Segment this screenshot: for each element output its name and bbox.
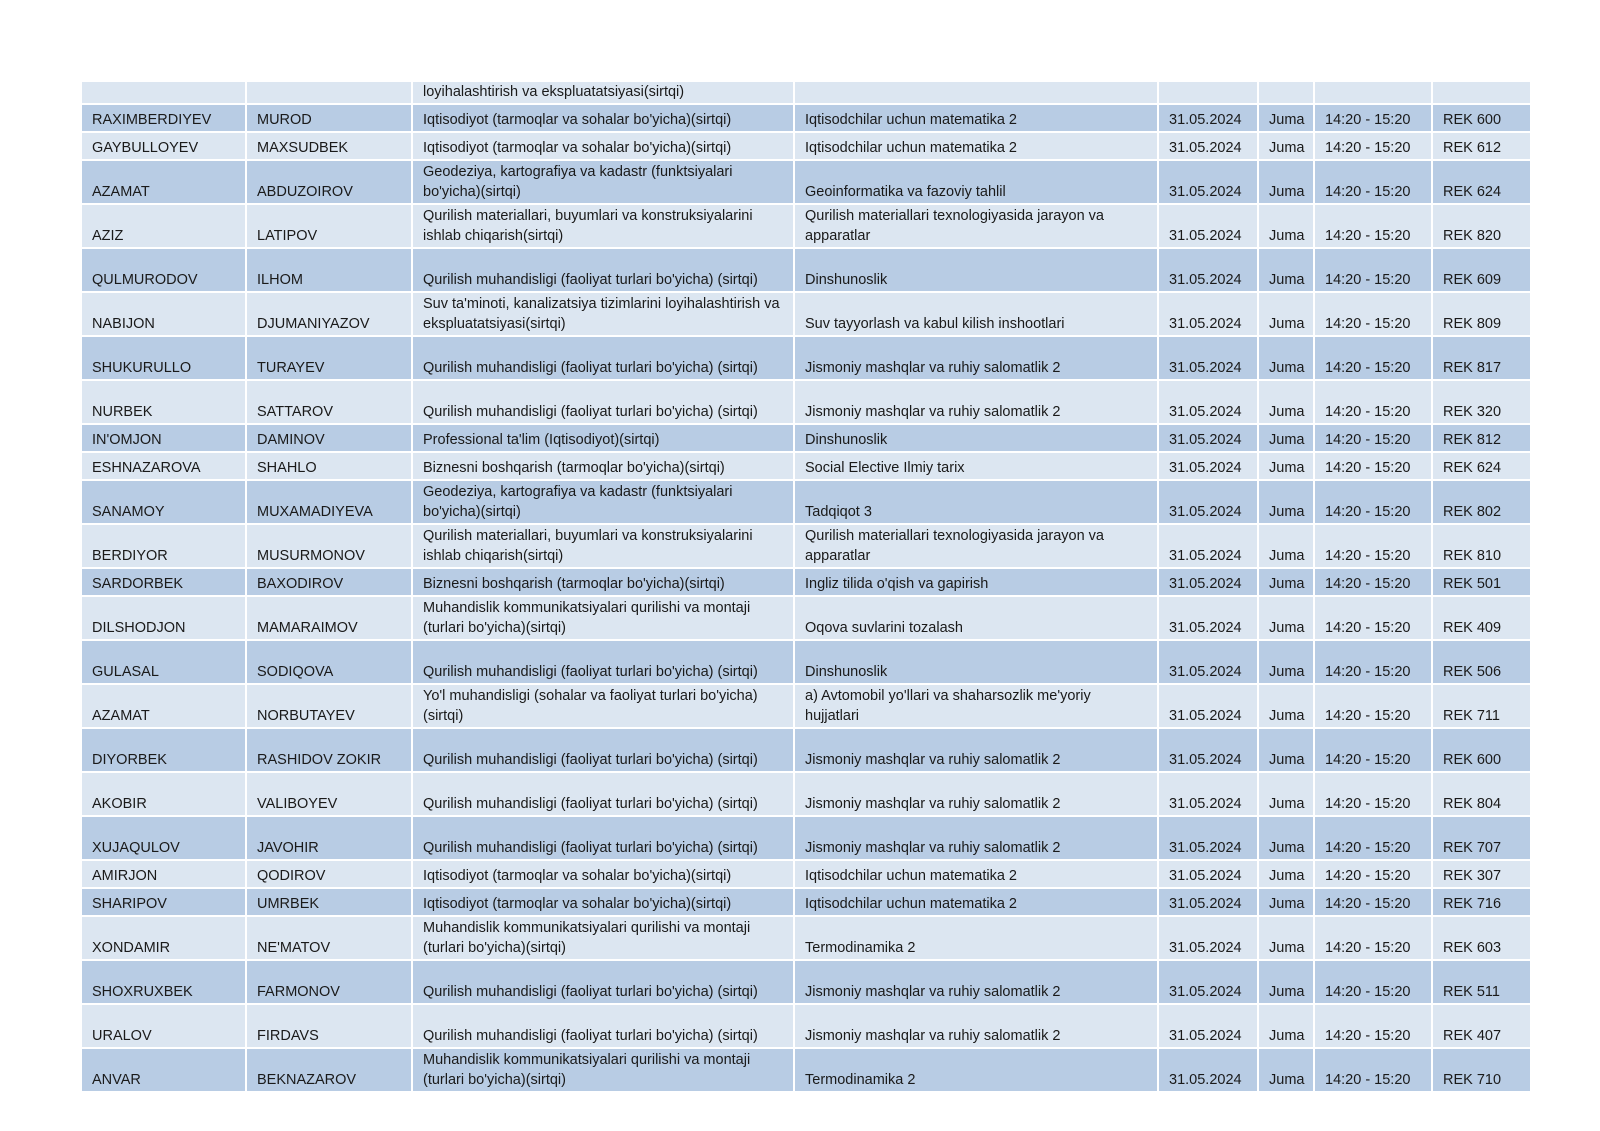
cell-room: REK 407 bbox=[1432, 1004, 1530, 1048]
cell-date: 31.05.2024 bbox=[1158, 728, 1258, 772]
cell-first-name: MUXAMADIYEVA bbox=[246, 480, 412, 524]
cell-room: REK 501 bbox=[1432, 568, 1530, 596]
table-row bbox=[82, 424, 1530, 452]
table-row bbox=[82, 132, 1530, 160]
cell-last-name: SHOXRUXBEK bbox=[82, 960, 246, 1004]
cell-subject: Jismoniy mashqlar va ruhiy salomatlik 2 bbox=[794, 816, 1158, 860]
cell-time: 14:20 - 15:20 bbox=[1314, 860, 1432, 888]
cell-date: 31.05.2024 bbox=[1158, 888, 1258, 916]
cell-time: 14:20 - 15:20 bbox=[1314, 380, 1432, 424]
cell-day: Juma bbox=[1258, 424, 1314, 452]
cell-time: 14:20 - 15:20 bbox=[1314, 480, 1432, 524]
cell-last-name: AZAMAT bbox=[82, 684, 246, 728]
cell-first-name: MUSURMONOV bbox=[246, 524, 412, 568]
cell-first-name: FARMONOV bbox=[246, 960, 412, 1004]
table-row bbox=[82, 248, 1530, 292]
cell-program: Muhandislik kommunikatsiyalari qurilishi va montaji (turlari bo'yicha)(sirtqi) bbox=[412, 1048, 794, 1092]
cell-room: REK 600 bbox=[1432, 728, 1530, 772]
cell-time: 14:20 - 15:20 bbox=[1314, 916, 1432, 960]
cell-day: Juma bbox=[1258, 160, 1314, 204]
cell-time: 14:20 - 15:20 bbox=[1314, 424, 1432, 452]
cell-date: 31.05.2024 bbox=[1158, 104, 1258, 132]
cell-room: REK 820 bbox=[1432, 204, 1530, 248]
cell-day: Juma bbox=[1258, 524, 1314, 568]
cell-day: Juma bbox=[1258, 204, 1314, 248]
cell-room: REK 609 bbox=[1432, 248, 1530, 292]
cell-first-name: MAXSUDBEK bbox=[246, 132, 412, 160]
cell-last-name: ESHNAZAROVA bbox=[82, 452, 246, 480]
cell-time: 14:20 - 15:20 bbox=[1314, 568, 1432, 596]
cell-subject: Oqova suvlarini tozalash bbox=[794, 596, 1158, 640]
cell-program: Geodeziya, kartografiya va kadastr (funktsiyalari bo'yicha)(sirtqi) bbox=[412, 480, 794, 524]
cell-first-name: UMRBEK bbox=[246, 888, 412, 916]
cell-program: Yo'l muhandisligi (sohalar va faoliyat turlari bo'yicha)(sirtqi) bbox=[412, 684, 794, 728]
cell-subject: Social Elective Ilmiy tarix bbox=[794, 452, 1158, 480]
cell-subject: Termodinamika 2 bbox=[794, 1048, 1158, 1092]
cell-subject: Geoinformatika va fazoviy tahlil bbox=[794, 160, 1158, 204]
cell-subject bbox=[794, 82, 1158, 104]
cell-time bbox=[1314, 82, 1432, 104]
cell-first-name: MAMARAIMOV bbox=[246, 596, 412, 640]
table-row bbox=[82, 1048, 1530, 1092]
cell-time: 14:20 - 15:20 bbox=[1314, 1004, 1432, 1048]
cell-time: 14:20 - 15:20 bbox=[1314, 816, 1432, 860]
cell-date: 31.05.2024 bbox=[1158, 204, 1258, 248]
cell-date: 31.05.2024 bbox=[1158, 480, 1258, 524]
cell-day: Juma bbox=[1258, 728, 1314, 772]
cell-room: REK 710 bbox=[1432, 1048, 1530, 1092]
cell-room: REK 320 bbox=[1432, 380, 1530, 424]
cell-date: 31.05.2024 bbox=[1158, 596, 1258, 640]
cell-program: Iqtisodiyot (tarmoqlar va sohalar bo'yicha)(sirtqi) bbox=[412, 104, 794, 132]
table-row-continuation bbox=[82, 82, 1530, 104]
cell-last-name: SHUKURULLO bbox=[82, 336, 246, 380]
cell-last-name bbox=[82, 82, 246, 104]
cell-last-name: AZIZ bbox=[82, 204, 246, 248]
cell-program: Qurilish materiallari, buyumlari va konstruksiyalarini ishlab chiqarish(sirtqi) bbox=[412, 524, 794, 568]
cell-subject: Suv tayyorlash va kabul kilish inshootlari bbox=[794, 292, 1158, 336]
cell-subject: Ingliz tilida o'qish va gapirish bbox=[794, 568, 1158, 596]
cell-day: Juma bbox=[1258, 684, 1314, 728]
cell-last-name: NABIJON bbox=[82, 292, 246, 336]
cell-time: 14:20 - 15:20 bbox=[1314, 524, 1432, 568]
cell-day: Juma bbox=[1258, 772, 1314, 816]
cell-last-name: AMIRJON bbox=[82, 860, 246, 888]
cell-program: Qurilish muhandisligi (faoliyat turlari bo'yicha) (sirtqi) bbox=[412, 960, 794, 1004]
table-row bbox=[82, 596, 1530, 640]
cell-first-name: SHAHLO bbox=[246, 452, 412, 480]
cell-program: Biznesni boshqarish (tarmoqlar bo'yicha)(sirtqi) bbox=[412, 452, 794, 480]
table-body bbox=[82, 82, 1530, 1092]
cell-subject: Iqtisodchilar uchun matematika 2 bbox=[794, 860, 1158, 888]
table-row bbox=[82, 860, 1530, 888]
cell-program: Suv ta'minoti, kanalizatsiya tizimlarini loyihalashtirish va ekspluatatsiyasi(sirtqi) bbox=[412, 292, 794, 336]
cell-room: REK 810 bbox=[1432, 524, 1530, 568]
cell-date bbox=[1158, 82, 1258, 104]
cell-time: 14:20 - 15:20 bbox=[1314, 728, 1432, 772]
cell-first-name: ABDUZOIROV bbox=[246, 160, 412, 204]
cell-first-name: QODIROV bbox=[246, 860, 412, 888]
cell-subject: Jismoniy mashqlar va ruhiy salomatlik 2 bbox=[794, 772, 1158, 816]
cell-program: Qurilish muhandisligi (faoliyat turlari bo'yicha) (sirtqi) bbox=[412, 336, 794, 380]
cell-date: 31.05.2024 bbox=[1158, 524, 1258, 568]
cell-room: REK 802 bbox=[1432, 480, 1530, 524]
cell-room: REK 409 bbox=[1432, 596, 1530, 640]
cell-program: Muhandislik kommunikatsiyalari qurilishi va montaji (turlari bo'yicha)(sirtqi) bbox=[412, 596, 794, 640]
table-row bbox=[82, 640, 1530, 684]
cell-time: 14:20 - 15:20 bbox=[1314, 204, 1432, 248]
table-row bbox=[82, 960, 1530, 1004]
cell-room: REK 809 bbox=[1432, 292, 1530, 336]
cell-subject: Qurilish materiallari texnologiyasida jarayon va apparatlar bbox=[794, 204, 1158, 248]
cell-first-name: VALIBOYEV bbox=[246, 772, 412, 816]
table-row bbox=[82, 204, 1530, 248]
cell-program: Qurilish muhandisligi (faoliyat turlari bo'yicha) (sirtqi) bbox=[412, 248, 794, 292]
cell-last-name: AZAMAT bbox=[82, 160, 246, 204]
cell-room: REK 511 bbox=[1432, 960, 1530, 1004]
cell-last-name: GULASAL bbox=[82, 640, 246, 684]
table-row bbox=[82, 524, 1530, 568]
cell-subject: Jismoniy mashqlar va ruhiy salomatlik 2 bbox=[794, 380, 1158, 424]
cell-date: 31.05.2024 bbox=[1158, 336, 1258, 380]
cell-subject: Dinshunoslik bbox=[794, 424, 1158, 452]
table-row bbox=[82, 104, 1530, 132]
table-row bbox=[82, 888, 1530, 916]
cell-subject: Jismoniy mashqlar va ruhiy salomatlik 2 bbox=[794, 728, 1158, 772]
cell-room: REK 812 bbox=[1432, 424, 1530, 452]
cell-first-name bbox=[246, 82, 412, 104]
cell-time: 14:20 - 15:20 bbox=[1314, 292, 1432, 336]
cell-time: 14:20 - 15:20 bbox=[1314, 888, 1432, 916]
cell-day: Juma bbox=[1258, 380, 1314, 424]
cell-program: Qurilish muhandisligi (faoliyat turlari bo'yicha) (sirtqi) bbox=[412, 772, 794, 816]
cell-first-name: NE'MATOV bbox=[246, 916, 412, 960]
table-row bbox=[82, 916, 1530, 960]
cell-program: Muhandislik kommunikatsiyalari qurilishi va montaji (turlari bo'yicha)(sirtqi) bbox=[412, 916, 794, 960]
table-row bbox=[82, 772, 1530, 816]
cell-time: 14:20 - 15:20 bbox=[1314, 596, 1432, 640]
cell-subject: Iqtisodchilar uchun matematika 2 bbox=[794, 132, 1158, 160]
cell-last-name: AKOBIR bbox=[82, 772, 246, 816]
cell-date: 31.05.2024 bbox=[1158, 568, 1258, 596]
cell-first-name: ILHOM bbox=[246, 248, 412, 292]
cell-day: Juma bbox=[1258, 568, 1314, 596]
table-row bbox=[82, 684, 1530, 728]
cell-day: Juma bbox=[1258, 1004, 1314, 1048]
cell-day: Juma bbox=[1258, 292, 1314, 336]
cell-first-name: FIRDAVS bbox=[246, 1004, 412, 1048]
cell-day: Juma bbox=[1258, 336, 1314, 380]
cell-last-name: GAYBULLOYEV bbox=[82, 132, 246, 160]
cell-room: REK 603 bbox=[1432, 916, 1530, 960]
table-row bbox=[82, 816, 1530, 860]
cell-last-name: ANVAR bbox=[82, 1048, 246, 1092]
table-row bbox=[82, 568, 1530, 596]
cell-day: Juma bbox=[1258, 888, 1314, 916]
cell-day: Juma bbox=[1258, 816, 1314, 860]
cell-date: 31.05.2024 bbox=[1158, 916, 1258, 960]
cell-last-name: XUJAQULOV bbox=[82, 816, 246, 860]
cell-time: 14:20 - 15:20 bbox=[1314, 640, 1432, 684]
cell-date: 31.05.2024 bbox=[1158, 248, 1258, 292]
cell-last-name: NURBEK bbox=[82, 380, 246, 424]
cell-day: Juma bbox=[1258, 916, 1314, 960]
cell-last-name: URALOV bbox=[82, 1004, 246, 1048]
cell-room: REK 707 bbox=[1432, 816, 1530, 860]
table-row bbox=[82, 336, 1530, 380]
cell-date: 31.05.2024 bbox=[1158, 860, 1258, 888]
cell-last-name: SANAMOY bbox=[82, 480, 246, 524]
cell-room bbox=[1432, 82, 1530, 104]
cell-subject: Jismoniy mashqlar va ruhiy salomatlik 2 bbox=[794, 1004, 1158, 1048]
cell-time: 14:20 - 15:20 bbox=[1314, 132, 1432, 160]
cell-first-name: SATTAROV bbox=[246, 380, 412, 424]
cell-subject: Jismoniy mashqlar va ruhiy salomatlik 2 bbox=[794, 336, 1158, 380]
cell-day: Juma bbox=[1258, 480, 1314, 524]
cell-last-name: RAXIMBERDIYEV bbox=[82, 104, 246, 132]
cell-subject: Tadqiqot 3 bbox=[794, 480, 1158, 524]
cell-date: 31.05.2024 bbox=[1158, 380, 1258, 424]
cell-subject: Iqtisodchilar uchun matematika 2 bbox=[794, 888, 1158, 916]
cell-program: Qurilish muhandisligi (faoliyat turlari bo'yicha) (sirtqi) bbox=[412, 380, 794, 424]
cell-room: REK 506 bbox=[1432, 640, 1530, 684]
cell-program: Professional ta'lim (Iqtisodiyot)(sirtqi) bbox=[412, 424, 794, 452]
cell-program: Qurilish materiallari, buyumlari va konstruksiyalarini ishlab chiqarish(sirtqi) bbox=[412, 204, 794, 248]
cell-subject: Iqtisodchilar uchun matematika 2 bbox=[794, 104, 1158, 132]
table-row bbox=[82, 480, 1530, 524]
cell-room: REK 804 bbox=[1432, 772, 1530, 816]
cell-room: REK 624 bbox=[1432, 452, 1530, 480]
table-row bbox=[82, 452, 1530, 480]
table-row bbox=[82, 380, 1530, 424]
cell-first-name: TURAYEV bbox=[246, 336, 412, 380]
cell-first-name: SODIQOVA bbox=[246, 640, 412, 684]
cell-time: 14:20 - 15:20 bbox=[1314, 772, 1432, 816]
cell-date: 31.05.2024 bbox=[1158, 452, 1258, 480]
cell-room: REK 817 bbox=[1432, 336, 1530, 380]
cell-program: loyihalashtirish va ekspluatatsiyasi(sirtqi) bbox=[412, 82, 794, 104]
table-row bbox=[82, 728, 1530, 772]
cell-room: REK 711 bbox=[1432, 684, 1530, 728]
table-row bbox=[82, 292, 1530, 336]
cell-date: 31.05.2024 bbox=[1158, 960, 1258, 1004]
cell-room: REK 307 bbox=[1432, 860, 1530, 888]
cell-program: Qurilish muhandisligi (faoliyat turlari bo'yicha) (sirtqi) bbox=[412, 728, 794, 772]
cell-date: 31.05.2024 bbox=[1158, 1048, 1258, 1092]
cell-program: Geodeziya, kartografiya va kadastr (funktsiyalari bo'yicha)(sirtqi) bbox=[412, 160, 794, 204]
table-row bbox=[82, 1004, 1530, 1048]
cell-last-name: BERDIYOR bbox=[82, 524, 246, 568]
cell-last-name: XONDAMIR bbox=[82, 916, 246, 960]
cell-day: Juma bbox=[1258, 452, 1314, 480]
cell-day: Juma bbox=[1258, 860, 1314, 888]
cell-day: Juma bbox=[1258, 960, 1314, 1004]
cell-time: 14:20 - 15:20 bbox=[1314, 248, 1432, 292]
exam-schedule-table bbox=[82, 82, 1530, 1093]
cell-date: 31.05.2024 bbox=[1158, 132, 1258, 160]
cell-last-name: SHARIPOV bbox=[82, 888, 246, 916]
cell-date: 31.05.2024 bbox=[1158, 684, 1258, 728]
cell-day: Juma bbox=[1258, 1048, 1314, 1092]
cell-room: REK 612 bbox=[1432, 132, 1530, 160]
cell-program: Qurilish muhandisligi (faoliyat turlari bo'yicha) (sirtqi) bbox=[412, 1004, 794, 1048]
cell-subject: Dinshunoslik bbox=[794, 248, 1158, 292]
table-row bbox=[82, 160, 1530, 204]
cell-day: Juma bbox=[1258, 596, 1314, 640]
cell-time: 14:20 - 15:20 bbox=[1314, 104, 1432, 132]
cell-program: Biznesni boshqarish (tarmoqlar bo'yicha)(sirtqi) bbox=[412, 568, 794, 596]
cell-day: Juma bbox=[1258, 104, 1314, 132]
cell-subject: a) Avtomobil yo'llari va shaharsozlik me'yoriy hujjatlari bbox=[794, 684, 1158, 728]
cell-time: 14:20 - 15:20 bbox=[1314, 684, 1432, 728]
cell-program: Qurilish muhandisligi (faoliyat turlari bo'yicha) (sirtqi) bbox=[412, 640, 794, 684]
cell-first-name: MUROD bbox=[246, 104, 412, 132]
cell-last-name: SARDORBEK bbox=[82, 568, 246, 596]
cell-last-name: QULMURODOV bbox=[82, 248, 246, 292]
cell-subject: Jismoniy mashqlar va ruhiy salomatlik 2 bbox=[794, 960, 1158, 1004]
cell-program: Iqtisodiyot (tarmoqlar va sohalar bo'yicha)(sirtqi) bbox=[412, 860, 794, 888]
cell-day: Juma bbox=[1258, 132, 1314, 160]
cell-day: Juma bbox=[1258, 248, 1314, 292]
cell-date: 31.05.2024 bbox=[1158, 424, 1258, 452]
cell-program: Iqtisodiyot (tarmoqlar va sohalar bo'yicha)(sirtqi) bbox=[412, 888, 794, 916]
cell-date: 31.05.2024 bbox=[1158, 772, 1258, 816]
cell-date: 31.05.2024 bbox=[1158, 1004, 1258, 1048]
cell-room: REK 716 bbox=[1432, 888, 1530, 916]
cell-date: 31.05.2024 bbox=[1158, 640, 1258, 684]
cell-first-name: DAMINOV bbox=[246, 424, 412, 452]
cell-time: 14:20 - 15:20 bbox=[1314, 336, 1432, 380]
cell-program: Qurilish muhandisligi (faoliyat turlari bo'yicha) (sirtqi) bbox=[412, 816, 794, 860]
cell-day bbox=[1258, 82, 1314, 104]
cell-first-name: NORBUTAYEV bbox=[246, 684, 412, 728]
cell-room: REK 600 bbox=[1432, 104, 1530, 132]
cell-subject: Dinshunoslik bbox=[794, 640, 1158, 684]
cell-subject: Termodinamika 2 bbox=[794, 916, 1158, 960]
cell-time: 14:20 - 15:20 bbox=[1314, 160, 1432, 204]
cell-first-name: RASHIDOV ZOKIR bbox=[246, 728, 412, 772]
cell-room: REK 624 bbox=[1432, 160, 1530, 204]
cell-program: Iqtisodiyot (tarmoqlar va sohalar bo'yicha)(sirtqi) bbox=[412, 132, 794, 160]
cell-last-name: DIYORBEK bbox=[82, 728, 246, 772]
cell-time: 14:20 - 15:20 bbox=[1314, 452, 1432, 480]
cell-last-name: IN'OMJON bbox=[82, 424, 246, 452]
cell-first-name: BEKNAZAROV bbox=[246, 1048, 412, 1092]
cell-date: 31.05.2024 bbox=[1158, 292, 1258, 336]
cell-date: 31.05.2024 bbox=[1158, 816, 1258, 860]
cell-first-name: JAVOHIR bbox=[246, 816, 412, 860]
cell-subject: Qurilish materiallari texnologiyasida jarayon va apparatlar bbox=[794, 524, 1158, 568]
cell-first-name: LATIPOV bbox=[246, 204, 412, 248]
cell-time: 14:20 - 15:20 bbox=[1314, 960, 1432, 1004]
cell-last-name: DILSHODJON bbox=[82, 596, 246, 640]
cell-day: Juma bbox=[1258, 640, 1314, 684]
cell-time: 14:20 - 15:20 bbox=[1314, 1048, 1432, 1092]
cell-first-name: BAXODIROV bbox=[246, 568, 412, 596]
cell-date: 31.05.2024 bbox=[1158, 160, 1258, 204]
cell-first-name: DJUMANIYAZOV bbox=[246, 292, 412, 336]
